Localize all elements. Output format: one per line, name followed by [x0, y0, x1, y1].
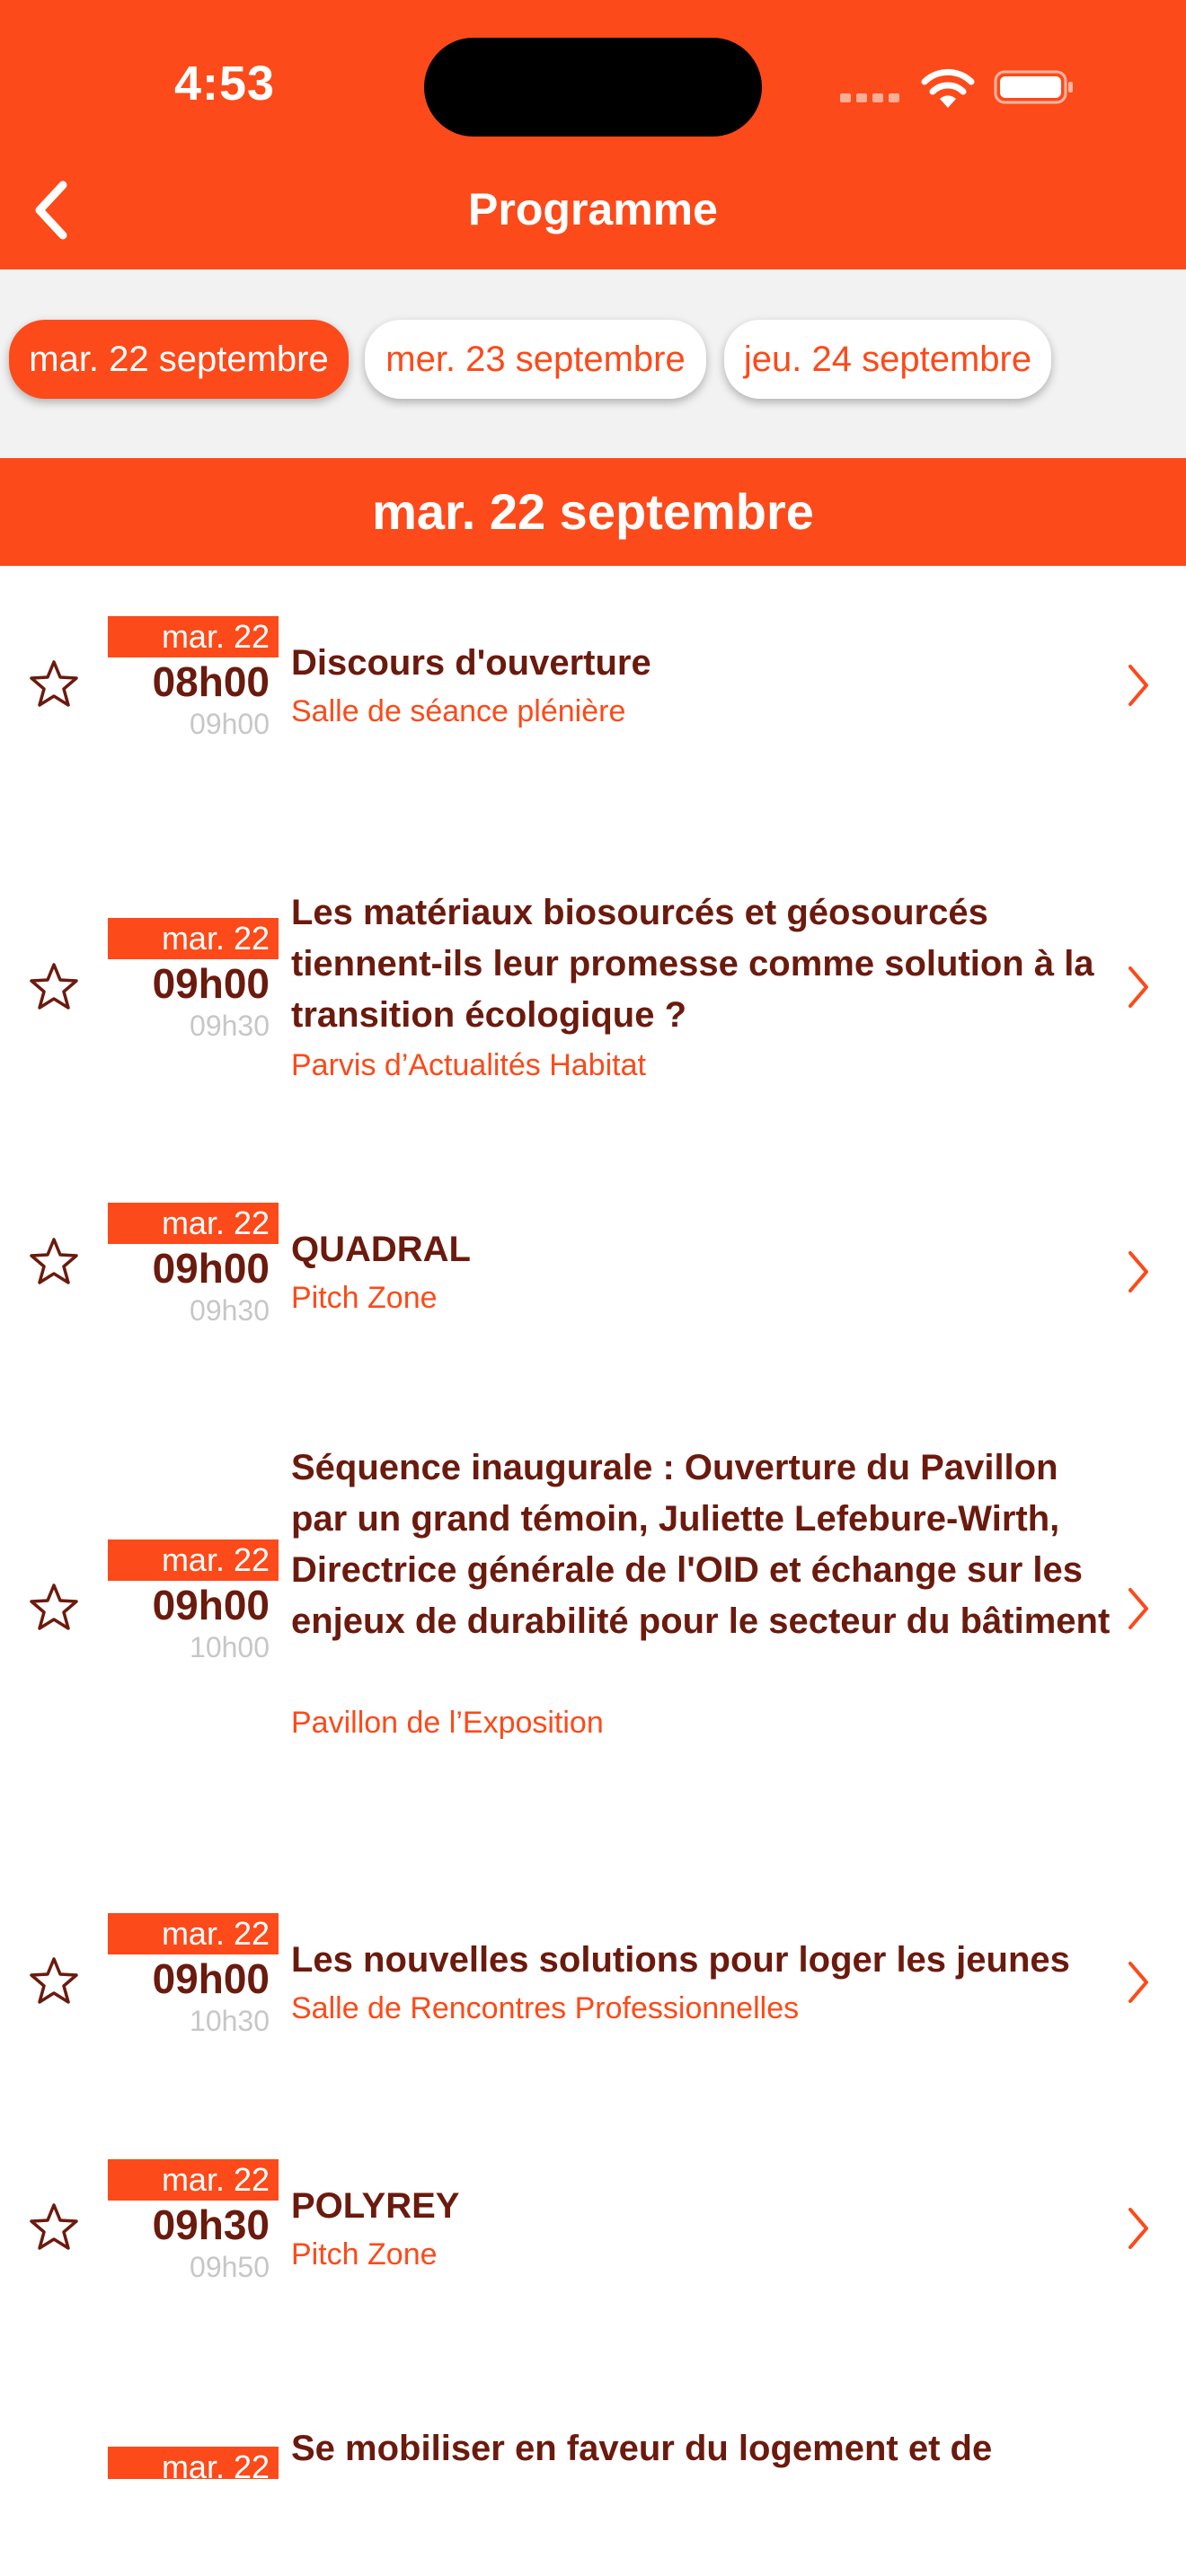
- favorite-star-icon[interactable]: [27, 1954, 81, 2008]
- session-title: Séquence inaugurale : Ouverture du Pavillon par un grand témoin, Juliette Lefebure-Wirth, Directrice générale de l'OID et échange sur les enjeux de durabilité pour le secteur du bâtiment: [291, 1448, 1111, 1641]
- session-title: Les nouvelles solutions pour loger les jeunes: [291, 1940, 1070, 1980]
- chevron-right-icon: [1125, 2206, 1152, 2251]
- session-row[interactable]: [0, 1778, 1186, 2048]
- session-row[interactable]: [0, 2048, 1186, 2317]
- app-header: [0, 0, 1186, 269]
- chevron-right-icon: [1125, 1960, 1152, 2005]
- session-title: Discours d'ouverture: [291, 643, 651, 683]
- session-room: Salle de Rencontres Professionnelles: [291, 1991, 800, 2025]
- session-date-tag: mar. 22: [108, 616, 279, 657]
- session-date-tag: mar. 22: [108, 1203, 279, 1244]
- session-title: Les matériaux biosourcés et géosourcés tiennent-ils leur promesse comme solution à la transition écologique ?: [291, 893, 1094, 1035]
- favorite-star-icon[interactable]: [27, 1581, 81, 1635]
- dynamic-island: [424, 38, 762, 137]
- session-start-time: 09h00: [152, 1245, 270, 1292]
- session-start-time: 09h30: [152, 2201, 270, 2248]
- session-start-time: 09h00: [152, 1582, 270, 1628]
- chevron-right-icon: [1125, 1249, 1152, 1294]
- back-chevron-icon[interactable]: [27, 178, 81, 243]
- session-room: Pavillon de l’Exposition: [291, 1706, 604, 1740]
- chevron-right-icon: [1125, 965, 1152, 1010]
- day-selector: [0, 269, 1186, 458]
- session-room: Salle de séance plénière: [291, 694, 626, 728]
- session-end-time: 10h30: [190, 2005, 270, 2037]
- session-start-time: 08h00: [152, 658, 270, 705]
- day-tab-22[interactable]: mar. 22 septembre: [9, 320, 349, 399]
- session-start-time: 09h00: [152, 960, 270, 1007]
- session-date-tag: mar. 22: [108, 1539, 279, 1581]
- session-title: QUADRAL: [291, 1230, 471, 1269]
- day-tab-24[interactable]: jeu. 24 septembre: [724, 320, 1051, 399]
- session-room: Pitch Zone: [291, 1281, 438, 1315]
- wifi-icon: [920, 66, 976, 110]
- session-date-tag: mar. 22: [108, 2159, 279, 2201]
- status-time: 4:53: [173, 57, 276, 110]
- chevron-right-icon: [1125, 663, 1152, 708]
- favorite-star-icon[interactable]: [27, 1235, 81, 1289]
- session-title: Se mobiliser en faveur du logement et de: [291, 2429, 993, 2468]
- session-date-tag: mar. 22: [108, 2447, 279, 2479]
- session-end-time: 09h00: [190, 708, 270, 740]
- page-title: Programme: [468, 184, 718, 234]
- section-date-header: mar. 22 septembre: [0, 458, 1186, 566]
- session-row[interactable]: [0, 2317, 1186, 2479]
- session-end-time: 10h00: [190, 1631, 270, 1663]
- session-row[interactable]: [0, 1123, 1186, 1374]
- session-title: POLYREY: [291, 2186, 460, 2226]
- session-end-time: 09h30: [190, 1294, 270, 1327]
- day-tab-23[interactable]: mer. 23 septembre: [365, 320, 706, 399]
- favorite-star-icon[interactable]: [27, 960, 81, 1014]
- session-list: [0, 566, 1186, 2479]
- favorite-star-icon[interactable]: [27, 2201, 81, 2254]
- session-row[interactable]: [0, 826, 1186, 1123]
- session-date-tag: mar. 22: [108, 1913, 279, 1954]
- session-end-time: 09h30: [190, 1010, 270, 1042]
- session-row[interactable]: [0, 1374, 1186, 1778]
- session-start-time: 09h00: [152, 1955, 270, 2002]
- chevron-right-icon: [1125, 1586, 1152, 1631]
- session-row[interactable]: [0, 566, 1186, 826]
- session-room: Pitch Zone: [291, 2237, 438, 2272]
- battery-icon: [994, 70, 1075, 104]
- session-date-tag: mar. 22: [108, 918, 279, 959]
- session-room: Parvis d’Actualités Habitat: [291, 1048, 646, 1082]
- favorite-star-icon[interactable]: [27, 657, 81, 711]
- session-end-time: 09h50: [190, 2251, 270, 2283]
